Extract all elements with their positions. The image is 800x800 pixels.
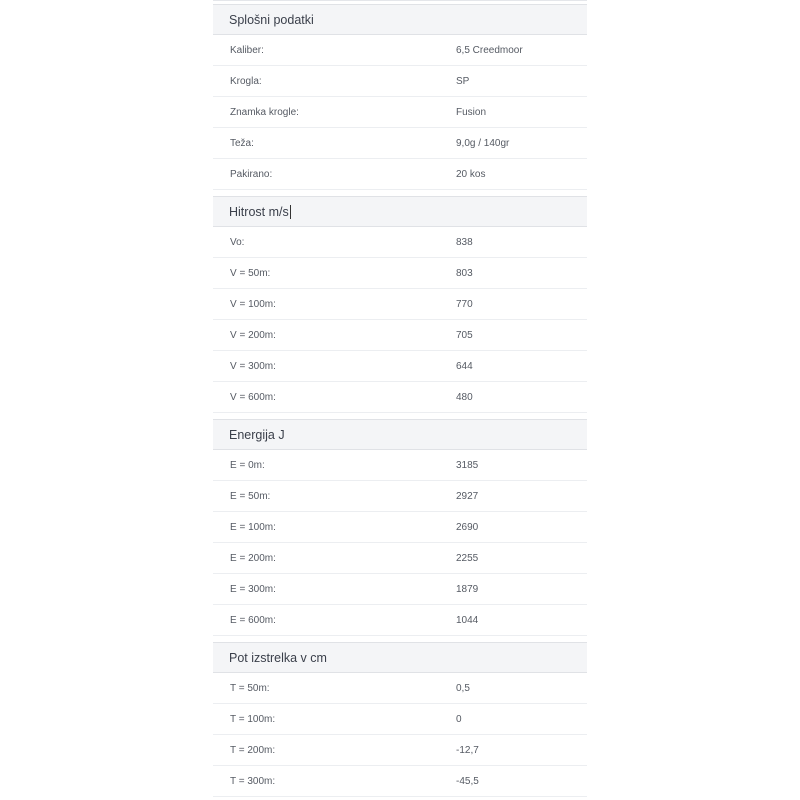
row-label: V = 600m: — [230, 391, 276, 403]
section-header-trajectory — [213, 642, 587, 673]
section-title: Hitrost m/s — [229, 204, 289, 219]
row-label: Vo: — [230, 236, 245, 248]
row-label: Teža: — [230, 137, 254, 149]
table-row — [213, 735, 587, 766]
section-title: Pot izstrelka v cm — [229, 650, 327, 665]
row-label: V = 100m: — [230, 298, 276, 310]
table-row — [213, 66, 587, 97]
table-row — [213, 382, 587, 413]
row-value: 3185 — [456, 459, 479, 471]
row-value: 9,0g / 140gr — [456, 137, 510, 149]
row-label: E = 200m: — [230, 552, 276, 564]
table-row — [213, 766, 587, 797]
row-value: 1044 — [456, 614, 479, 626]
row-value: 705 — [456, 329, 473, 341]
table-row — [213, 574, 587, 605]
section-header-velocity — [213, 196, 587, 227]
row-value: 644 — [456, 360, 473, 372]
section-header-energy — [213, 419, 587, 450]
table-row — [213, 289, 587, 320]
row-label: T = 200m: — [230, 744, 276, 756]
row-label: T = 300m: — [230, 775, 276, 787]
row-value: 838 — [456, 236, 473, 248]
row-value: 6,5 Creedmoor — [456, 44, 523, 56]
table-row — [213, 227, 587, 258]
row-value: 2255 — [456, 552, 479, 564]
table-row — [213, 543, 587, 574]
row-value: 0,5 — [456, 682, 470, 694]
spec-table — [213, 0, 587, 797]
row-label: E = 300m: — [230, 583, 276, 595]
row-value: Fusion — [456, 106, 487, 118]
row-label: Krogla: — [230, 75, 262, 87]
table-row — [213, 450, 587, 481]
row-value: 0 — [456, 713, 462, 725]
section-header-general — [213, 4, 587, 35]
row-value: 770 — [456, 298, 473, 310]
table-row — [213, 159, 587, 190]
table-row — [213, 481, 587, 512]
row-label: E = 50m: — [230, 490, 271, 502]
row-label: V = 50m: — [230, 267, 271, 279]
table-row — [213, 605, 587, 636]
row-label: Kaliber: — [230, 44, 264, 56]
section-title: Energija J — [229, 427, 285, 442]
table-row — [213, 320, 587, 351]
row-label: V = 300m: — [230, 360, 276, 372]
row-label: E = 600m: — [230, 614, 276, 626]
table-row — [213, 128, 587, 159]
row-value: 2927 — [456, 490, 479, 502]
table-row — [213, 97, 587, 128]
row-label: E = 100m: — [230, 521, 276, 533]
row-value: 803 — [456, 267, 473, 279]
table-row — [213, 35, 587, 66]
table-row — [213, 512, 587, 543]
table-row — [213, 351, 587, 382]
row-value: SP — [456, 75, 470, 87]
row-label: V = 200m: — [230, 329, 276, 341]
row-label: T = 100m: — [230, 713, 276, 725]
row-value: 1879 — [456, 583, 479, 595]
row-value: -12,7 — [456, 744, 479, 756]
row-value: 2690 — [456, 521, 479, 533]
row-label: Znamka krogle: — [230, 106, 299, 118]
table-row — [213, 258, 587, 289]
row-label: Pakirano: — [230, 168, 273, 180]
row-label: T = 50m: — [230, 682, 270, 694]
row-value: 20 kos — [456, 168, 486, 180]
section-title: Splošni podatki — [229, 12, 314, 27]
row-label: E = 0m: — [230, 459, 265, 471]
table-row — [213, 704, 587, 735]
table-row — [213, 673, 587, 704]
text-cursor — [290, 205, 291, 219]
row-value: 480 — [456, 391, 473, 403]
row-value: -45,5 — [456, 775, 479, 787]
